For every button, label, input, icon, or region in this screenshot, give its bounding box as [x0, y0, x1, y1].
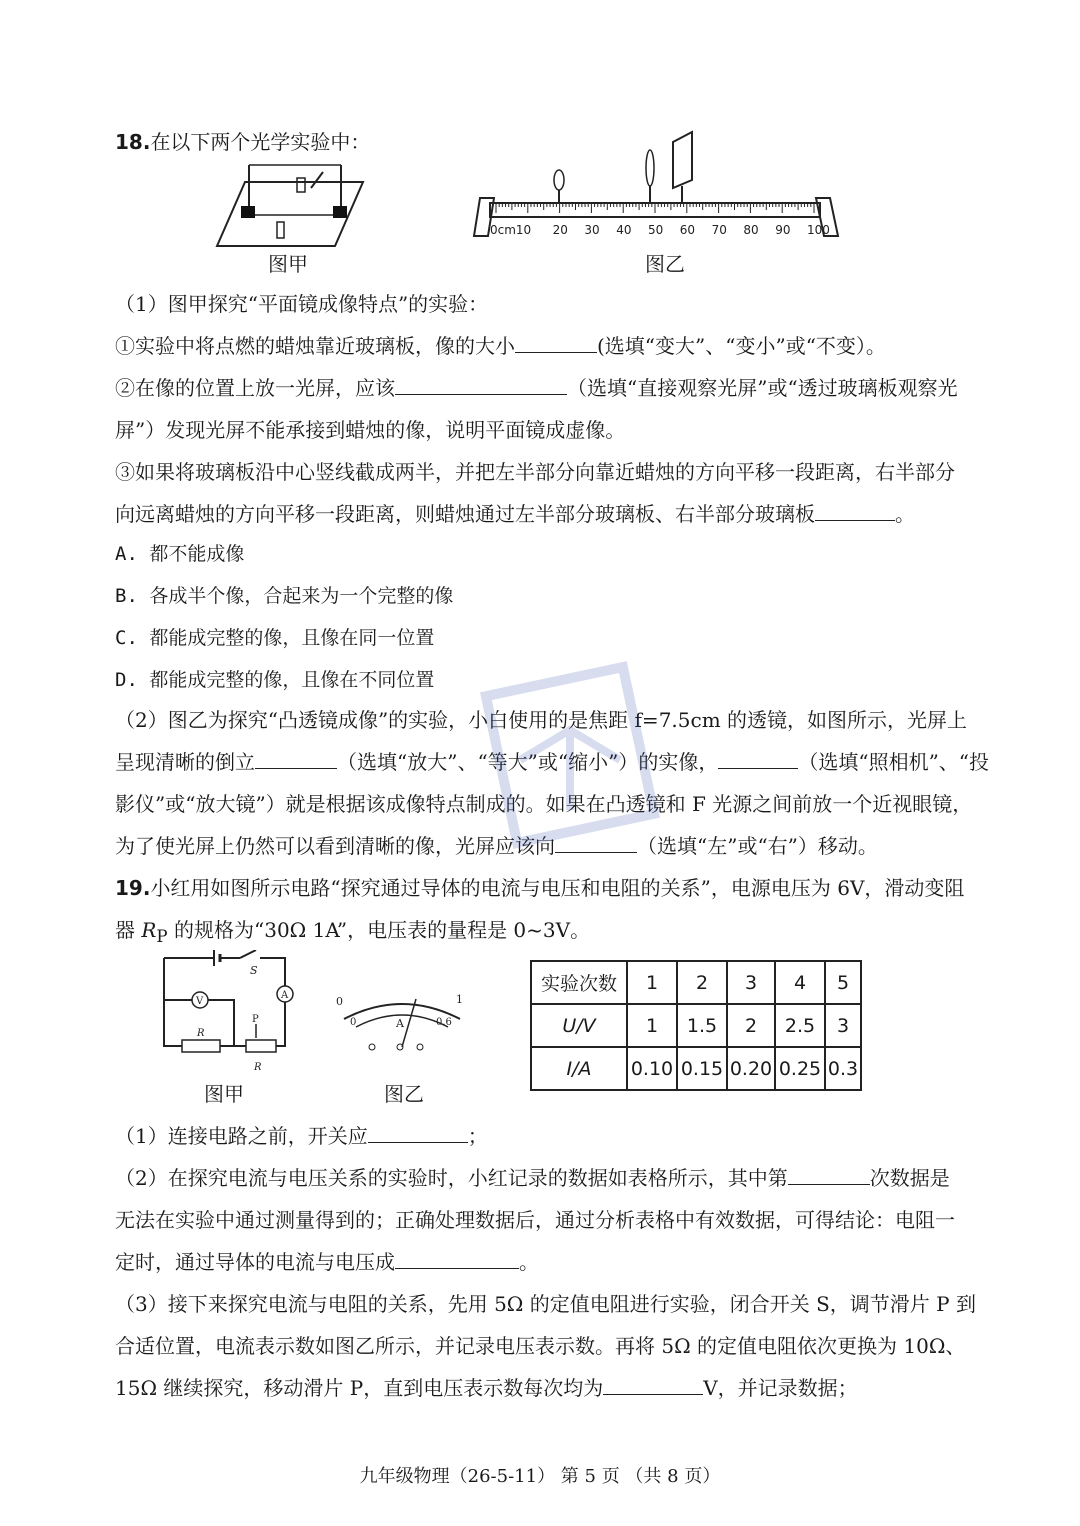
q19-part1-text: （1）连接电路之前，开关应: [115, 1124, 368, 1148]
q19-title-text: 小红用如图所示电路“探究通过导体的电流与电压和电阻的关系”，电源电压为 6V，滑动变阻: [150, 876, 965, 900]
table-col: 3: [727, 961, 775, 1004]
ruler-label: 20: [552, 223, 568, 237]
q18-item2-text: ②在像的位置上放一光屏，应该: [115, 376, 395, 400]
table-cell: 0.25: [775, 1047, 825, 1090]
resistor-symbol: [182, 1040, 220, 1052]
pencil: [311, 172, 323, 188]
q19-part3-text-b: V，并记录数据；: [703, 1376, 858, 1400]
q18-part2-text-e: （选填“左”或“右”）移动。: [637, 834, 878, 858]
q18-title-text: 在以下两个光学实验中：: [150, 130, 371, 154]
table-col: 2: [677, 961, 727, 1004]
table-cell: 2: [727, 1004, 775, 1047]
q18-part2-text-b: （选填“放大”、“等大”或“缩小”）的实像，: [337, 750, 719, 774]
circuit-diagram: [150, 950, 300, 1075]
option-d: D. 都能成完整的像，且像在不同位置: [115, 669, 435, 691]
wire-right: [276, 1002, 285, 1046]
table-col: 1: [627, 961, 677, 1004]
q19-title-b1: 器: [115, 918, 142, 942]
dial-label-left: 0: [336, 995, 343, 1008]
page-footer: 九年级物理（26-5-11） 第 5 页 （共 8 页）: [359, 1466, 721, 1487]
q18-part2-line1: （2）图乙为探究“凸透镜成像”的实验，小白使用的是焦距 f=7.5cm 的透镜，如图所示，光屏上: [115, 708, 968, 732]
q18-part2-line3: 影仪”或“放大镜”）就是根据该成像特点制成的。如果在凸透镜和 F 光源之间前放一个近视眼镜，: [115, 792, 973, 816]
q19-number: 19.: [115, 876, 151, 900]
answer-blank-2[interactable]: [395, 374, 567, 395]
ruler-labels: [490, 223, 830, 237]
fig18b-caption: 图乙: [645, 252, 685, 276]
q19-title-b2: 的规格为“30Ω 1A”，电压表的量程是 0~3V。: [167, 918, 591, 942]
table-row: [531, 961, 861, 1004]
dial-label-right: 1: [456, 993, 463, 1006]
light-screen: [673, 132, 692, 188]
table-row-label-u: U/V: [531, 1004, 627, 1047]
ruler-label: 90: [775, 223, 791, 237]
rheostat-subscript: P: [156, 927, 168, 946]
ruler-label: 40: [616, 223, 632, 237]
q19-part2-end: 。: [519, 1250, 539, 1274]
q19-part2-line1: [115, 1164, 950, 1192]
switch-label: S: [250, 964, 258, 977]
option-b: B. 各成半个像，合起来为一个完整的像: [115, 585, 454, 607]
table-cell: 0.10: [627, 1047, 677, 1090]
terminal-1: [369, 1044, 375, 1050]
q19-part2-text-d: 定时，通过导体的电流与电压成: [115, 1250, 395, 1274]
rheostat-symbol: R: [141, 918, 157, 942]
q19-part2-line2: 无法在实验中通过测量得到的；正确处理数据后，通过分析表格中有效数据，可得结论：电阻一: [115, 1208, 955, 1232]
rheostat-symbol-box: [246, 1040, 276, 1052]
q18-part2-text-c: （选填“照相机”、“投: [798, 750, 990, 774]
table-cell: 1: [627, 1004, 677, 1047]
table-cell: 0.15: [677, 1047, 727, 1090]
q19-part3-line3: [115, 1374, 858, 1402]
light-source: [554, 170, 564, 190]
table-col: 5: [825, 961, 861, 1004]
watermark-logo: [440, 640, 700, 870]
q18-number: 18.: [115, 130, 151, 154]
candle-back: [297, 178, 305, 192]
terminal-3: [417, 1044, 423, 1050]
q19-title-line1: [115, 874, 964, 902]
ammeter-label: A: [281, 990, 289, 1001]
answer-blank-10[interactable]: [603, 1374, 703, 1395]
table-cell: 0.20: [727, 1047, 775, 1090]
clamp-left: [241, 206, 255, 218]
table-header-label: 实验次数: [531, 961, 627, 1004]
ruler-label: 80: [743, 223, 759, 237]
clamp-right: [333, 206, 347, 218]
q18-part2-text-d: 为了使光屏上仍然可以看到清晰的像，光屏应该向: [115, 834, 555, 858]
q18-item2: [115, 374, 958, 402]
q19-part3-line1: （3）接下来探究电流与电阻的关系，先用 5Ω 的定值电阻进行实验，闭合开关 S，调节滑片 P 到: [115, 1292, 976, 1316]
switch-blade: [240, 950, 256, 958]
table-row-label-i: I/A: [531, 1047, 627, 1090]
q19-part1: [115, 1122, 488, 1150]
wire-top-right: [260, 958, 285, 986]
answer-blank-1[interactable]: [515, 332, 597, 353]
wire-voltmeter-right: [208, 1000, 234, 1046]
ammeter-dial: [332, 985, 472, 1070]
q18-part2-text-a: 呈现清晰的倒立: [115, 750, 255, 774]
voltmeter-label: V: [196, 996, 204, 1007]
table-cell: 3: [825, 1004, 861, 1047]
ruler-ticks: [496, 203, 814, 213]
dial-unit: A: [396, 1017, 404, 1030]
ruler-label: 50: [648, 223, 664, 237]
q18-item3-line1: ③如果将玻璃板沿中心竖线截成两半，并把左半部分向靠近蜡烛的方向平移一段距离，右半部分: [115, 460, 955, 484]
q18-item3-text: 向远离蜡烛的方向平移一段距离，则蜡烛通过左半部分玻璃板、右半部分玻璃板: [115, 502, 815, 526]
q19-part2-text-a: （2）在探究电流与电压关系的实验时，小红记录的数据如表格所示，其中第: [115, 1166, 788, 1190]
q18-title: [115, 128, 370, 156]
answer-blank-3[interactable]: [815, 500, 895, 521]
fig19b-caption: 图乙: [384, 1082, 424, 1106]
candle-front: [277, 222, 284, 238]
slider-label: P: [252, 1014, 259, 1025]
fig18a-caption: 图甲: [268, 252, 308, 276]
table-row: [531, 1047, 861, 1090]
ruler-label: 30: [584, 223, 600, 237]
rheostat-label: R: [254, 1062, 262, 1073]
wire-left: [164, 958, 182, 1046]
q18-item2-cont: 屏”）发现光屏不能承接到蜡烛的像，说明平面镜成虚像。: [115, 418, 626, 442]
answer-blank-8[interactable]: [788, 1164, 870, 1185]
q18-item1: [115, 332, 886, 360]
q19-part2-line3: [115, 1248, 539, 1276]
q18-item3-line2: [115, 500, 915, 528]
option-a: A. 都不能成像: [115, 543, 245, 565]
q19-part2-text-b: 次数据是: [869, 1166, 950, 1190]
table-col: 4: [775, 961, 825, 1004]
q18-part1-intro: （1）图甲探究“平面镜成像特点”的实验：: [115, 292, 489, 316]
answer-blank-7[interactable]: [368, 1122, 468, 1143]
dial-label-inner-left: 0: [350, 1017, 357, 1028]
q18-item2-choices: （选填“直接观察光屏”或“透过玻璃板观察光: [567, 376, 958, 400]
resistor-label: R: [197, 1028, 205, 1039]
q19-part1-end: ；: [467, 1124, 488, 1148]
q18-item3-end: 。: [895, 502, 915, 526]
q18-item1-text: ①实验中将点燃的蜡烛靠近玻璃板，像的大小: [115, 334, 515, 358]
optical-bench-figure: [470, 128, 845, 246]
q18-item1-choices: (选填“变大”、“变小”或“不变）。: [597, 334, 886, 358]
q19-part3-line2: 合适位置，电流表示数如图乙所示，并记录电压表示数。再将 5Ω 的定值电阻依次更换为 10Ω、: [115, 1334, 966, 1358]
table-row: [531, 1004, 861, 1047]
data-table: [530, 960, 862, 1091]
fig19a-caption: 图甲: [204, 1082, 244, 1106]
dial-label-inner-right: 0.6: [436, 1017, 452, 1028]
q19-title-line2: [115, 916, 590, 951]
ruler-label: 60: [679, 223, 696, 237]
answer-blank-9[interactable]: [395, 1248, 519, 1269]
answer-blank-5[interactable]: [718, 748, 798, 769]
option-c: C. 都能成完整的像，且像在同一位置: [115, 627, 435, 649]
q19-part3-text-a: 15Ω 继续探究，移动滑片 P，直到电压表示数每次均为: [115, 1376, 604, 1400]
answer-blank-4[interactable]: [255, 748, 337, 769]
ruler-label: 70: [711, 223, 727, 237]
table-cell: 0.3: [825, 1047, 861, 1090]
table-cell: 2.5: [775, 1004, 825, 1047]
plane-mirror-figure: [215, 160, 365, 250]
table-cell: 1.5: [677, 1004, 727, 1047]
ruler-label: 100: [807, 223, 830, 237]
convex-lens: [646, 150, 654, 186]
dial-pointer: [402, 999, 416, 1047]
ruler-label: 0cm10: [490, 223, 532, 237]
